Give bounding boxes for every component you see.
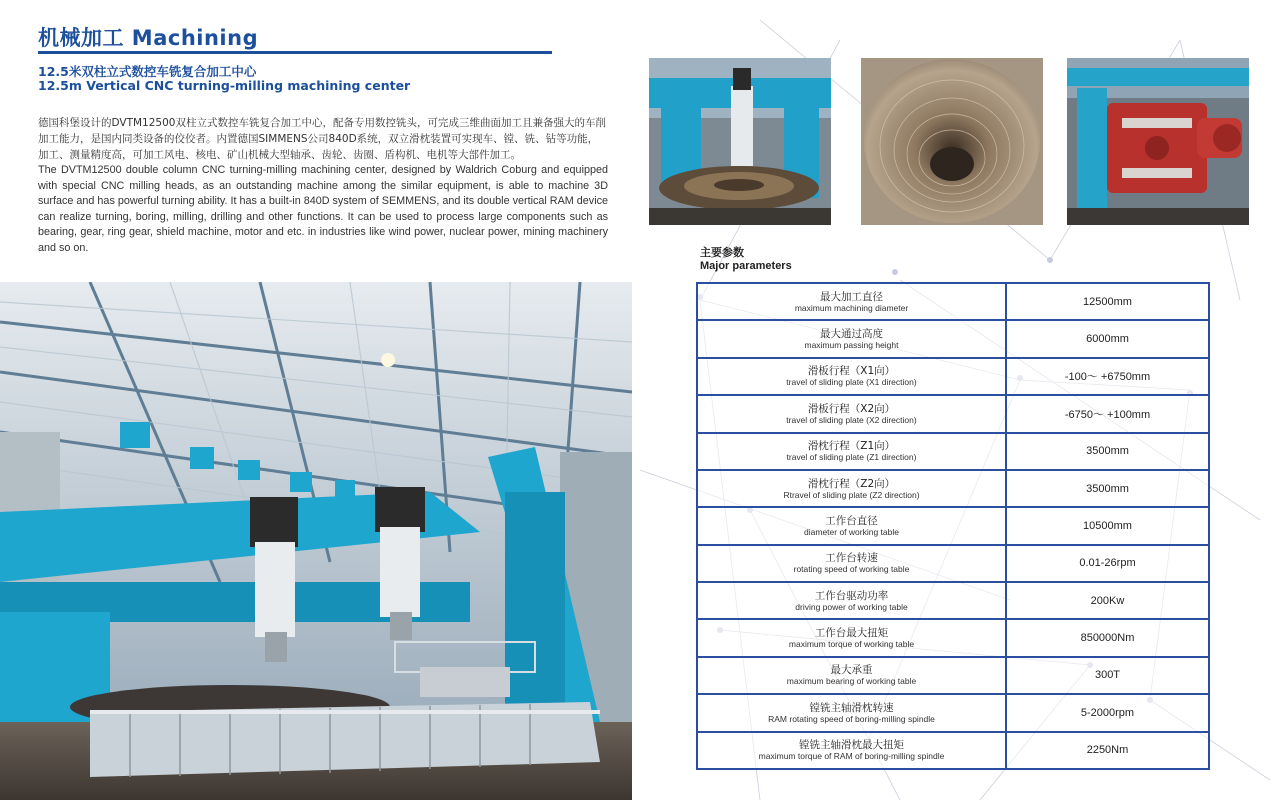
param-name-chinese: 滑板行程（X2向） [807,402,896,415]
param-value: 3500mm [1006,433,1209,470]
table-row [697,545,1209,582]
param-name-chinese: 滑枕行程（Z2向） [807,477,896,490]
param-name-cell [697,433,1006,470]
param-name-english: maximum bearing of working table [786,676,917,687]
param-name-chinese: 滑板行程（X1向） [807,365,896,378]
machined-cone-photo [861,58,1043,225]
page-title: 机械加工 Machining [38,26,259,50]
subtitle-english: 12.5m Vertical CNC turning-milling machining center [38,78,411,93]
param-name-cell [697,395,1006,432]
param-value: 10500mm [1006,507,1209,544]
param-name-english: rotating speed of working table [793,564,910,575]
param-name-chinese: 工作台最大扭矩 [814,627,889,640]
param-name-chinese: 工作台驱动功率 [814,589,889,602]
param-value: -100～ +6750mm [1006,358,1209,395]
param-name-cell [697,283,1006,320]
params-heading-english: Major parameters [700,260,792,272]
param-name-cell [697,582,1006,619]
param-name-cell [697,657,1006,694]
subtitle-chinese: 12.5米双柱立式数控车铣复合加工中心 [38,64,257,79]
table-row [697,619,1209,656]
param-value: 300T [1006,657,1209,694]
table-row [697,395,1209,432]
param-name-english: RAM rotating speed of boring-milling spindle [768,713,935,724]
param-value: 12500mm [1006,283,1209,320]
param-name-english: maximum torque of working table [788,639,915,650]
param-name-cell [697,507,1006,544]
param-name-english: Rtravel of sliding plate (Z2 direction) [783,489,920,500]
param-name-chinese: 最大通过高度 [820,328,883,341]
param-name-cell [697,694,1006,731]
param-name-cell [697,358,1006,395]
param-name-english: maximum machining diameter [794,302,909,313]
table-row [697,433,1209,470]
table-row [697,470,1209,507]
param-name-english: travel of sliding plate (Z1 direction) [786,452,917,463]
table-row [697,283,1209,320]
param-name-chinese: 滑枕行程（Z1向） [807,440,896,453]
param-value: -6750～ +100mm [1006,395,1209,432]
param-name-english: travel of sliding plate (X2 direction) [786,414,917,425]
param-name-cell [697,320,1006,357]
param-name-cell [697,470,1006,507]
param-name-chinese: 工作台直径 [825,514,878,527]
table-row [697,320,1209,357]
param-name-chinese: 最大加工直径 [820,290,883,303]
param-value: 6000mm [1006,320,1209,357]
param-value: 200Kw [1006,582,1209,619]
red-casing-photo [1067,58,1249,225]
major-parameters-table [696,282,1210,770]
param-name-english: diameter of working table [804,526,899,537]
description-chinese: 德国科堡设计的DVTM12500双柱立式数控车铣复合加工中心，配备专用数控铣头，可完成三维曲面加工且兼备强大的车削加工能力，是国内同类设备的佼佼者。内置德国SIMMENS公司840D系统，双立滑枕装置可实现车、镗、铣、钻等功能，加工、测量精度高，可加工风电、核电、矿山机械大型轴承、齿轮、齿圈、盾构机、电机等大部件加工。 [38,117,606,161]
param-name-chinese: 最大承重 [830,664,873,677]
machining-center-photo [0,282,632,800]
table-row [697,657,1209,694]
left-column [0,0,635,800]
vertical-lathe-table-photo [649,58,831,225]
param-name-cell [697,545,1006,582]
description-english: The DVTM12500 double column CNC turning-milling machining center, designed by Waldrich Coburg and equipped with special CNC milling heads, as an outstanding machine among the similar equipment, is able to machine 3D surface and has powerful turning ability. It has a built-in 840D system of SEMMENS, and its double vertical RAM device can realize turning, boring, milling, drilling and other functions. It can be used to process large components such as bearing, gear, ring gear, shield machine, motor and etc. in industries like wind power, nuclear power, mining machinery and so on. [38,164,608,254]
param-name-english: maximum torque of RAM of boring-milling spindle [758,751,945,762]
table-row [697,507,1209,544]
table-row [697,694,1209,731]
title-divider [38,51,552,54]
param-value: 2250Nm [1006,732,1209,770]
param-name-chinese: 镗铣主轴滑枕最大扭矩 [799,739,904,752]
param-name-english: driving power of working table [795,601,908,612]
table-row [697,732,1209,770]
param-name-cell [697,619,1006,656]
param-name-cell [697,732,1006,770]
param-value: 0.01-26rpm [1006,545,1209,582]
param-name-chinese: 镗铣主轴滑枕转速 [809,701,894,714]
table-row [697,582,1209,619]
table-row [697,358,1209,395]
param-name-english: travel of sliding plate (X1 direction) [786,377,917,388]
param-value: 850000Nm [1006,619,1209,656]
param-name-chinese: 工作台转速 [825,552,878,565]
param-value: 5-2000rpm [1006,694,1209,731]
params-heading-chinese: 主要参数 [700,246,744,259]
param-name-english: maximum passing height [804,340,899,351]
param-value: 3500mm [1006,470,1209,507]
